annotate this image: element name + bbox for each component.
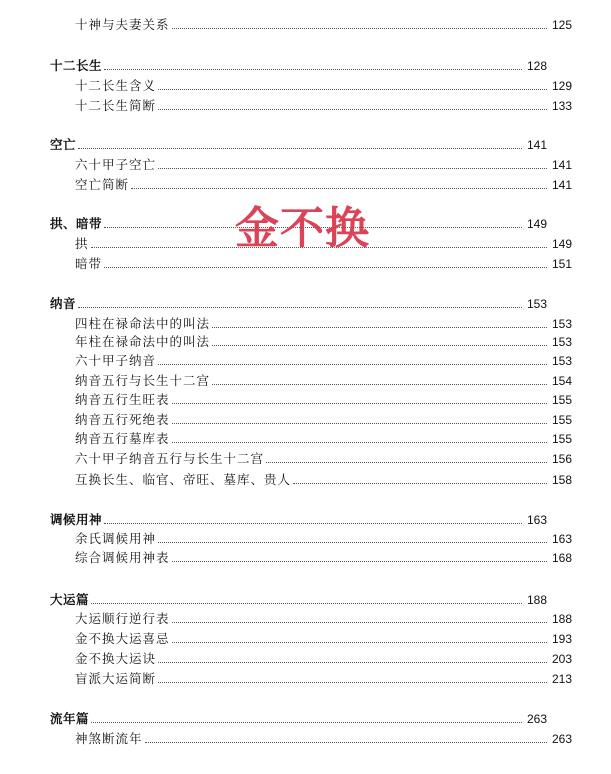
toc-entry-title: 年柱在禄命法中的叫法 xyxy=(75,334,211,349)
toc-page-number: 125 xyxy=(551,18,572,32)
toc-page-number: 153 xyxy=(551,317,572,331)
toc-entry-title: 纳音五行与长生十二宫 xyxy=(75,373,211,388)
toc-page-number: 149 xyxy=(526,217,547,231)
dot-leader xyxy=(266,461,547,463)
toc-page-number: 129 xyxy=(551,79,572,93)
toc-page-number: 188 xyxy=(551,612,572,626)
toc-entry-title: 互换长生、临官、帝旺、墓库、贵人 xyxy=(75,472,292,487)
toc-entry[interactable] xyxy=(0,154,611,172)
toc-entry-title: 大运顺行逆行表 xyxy=(75,611,170,626)
toc-entry-title: 纳音 xyxy=(50,296,77,311)
toc-page-number: 158 xyxy=(551,473,572,487)
dot-leader xyxy=(131,187,547,189)
toc-page-number: 188 xyxy=(526,593,547,607)
toc-entry-title: 拱、暗带 xyxy=(50,216,103,231)
watermark-stamp: 金不换 xyxy=(235,203,370,254)
toc-entry[interactable] xyxy=(0,313,611,331)
toc-entry[interactable] xyxy=(0,547,611,565)
dot-leader xyxy=(158,88,547,90)
toc-entry[interactable] xyxy=(0,389,611,407)
toc-entry[interactable] xyxy=(0,409,611,427)
dot-leader xyxy=(158,661,547,663)
toc-entry-title: 六十甲子纳音 xyxy=(75,353,157,368)
toc-page-number: 155 xyxy=(551,413,572,427)
toc-entry-title: 调候用神 xyxy=(50,512,103,527)
dot-leader xyxy=(104,522,522,524)
toc-entry-title: 暗带 xyxy=(75,256,103,271)
toc-section-heading[interactable] xyxy=(0,134,586,152)
dot-leader xyxy=(158,108,547,110)
toc-entry-title: 大运篇 xyxy=(50,592,90,607)
dot-leader xyxy=(212,383,547,385)
toc-entry-title: 纳音五行生旺表 xyxy=(75,392,170,407)
toc-entry-title: 四柱在禄命法中的叫法 xyxy=(75,316,211,331)
toc-page-number: 263 xyxy=(526,712,547,726)
toc-entry[interactable] xyxy=(0,174,611,192)
toc-entry-title: 六十甲子空亡 xyxy=(75,157,157,172)
dot-leader xyxy=(212,326,547,328)
toc-entry[interactable] xyxy=(0,95,611,113)
toc-section-heading[interactable] xyxy=(0,589,586,607)
toc-page-number: 141 xyxy=(551,178,572,192)
toc-page-number: 151 xyxy=(551,257,572,271)
toc-entry[interactable] xyxy=(0,648,611,666)
toc-section-heading[interactable] xyxy=(0,509,586,527)
toc-entry-title: 金不换大运喜忌 xyxy=(75,631,170,646)
toc-entry[interactable] xyxy=(0,14,611,32)
toc-page-number: 156 xyxy=(551,452,572,466)
dot-leader xyxy=(172,27,547,29)
toc-entry-title: 盲派大运简断 xyxy=(75,671,157,686)
toc-entry-title: 余氏调候用神 xyxy=(75,531,157,546)
toc-entry-title: 十神与夫妻关系 xyxy=(75,17,170,32)
dot-leader xyxy=(212,344,547,346)
toc-entry[interactable] xyxy=(0,668,611,686)
toc-entry-title: 十二长生简断 xyxy=(75,98,157,113)
dot-leader xyxy=(172,641,547,643)
toc-page-number: 163 xyxy=(551,532,572,546)
toc-page-number: 149 xyxy=(551,237,572,251)
toc-entry-title: 神煞断流年 xyxy=(75,731,143,746)
toc-entry[interactable] xyxy=(0,608,611,626)
toc-page-number: 263 xyxy=(551,732,572,746)
dot-leader xyxy=(104,68,522,70)
toc-entry-title: 拱 xyxy=(75,236,89,251)
toc-entry-title: 综合调候用神表 xyxy=(75,550,170,565)
toc-entry[interactable] xyxy=(0,469,611,487)
toc-entry[interactable] xyxy=(0,331,611,349)
toc-entry-title: 流年篇 xyxy=(50,711,90,726)
dot-leader xyxy=(293,482,547,484)
toc-entry[interactable] xyxy=(0,350,611,368)
dot-leader xyxy=(91,721,522,723)
dot-leader xyxy=(104,266,547,268)
toc-page-number: 153 xyxy=(551,354,572,368)
toc-page-number: 153 xyxy=(526,297,547,311)
dot-leader xyxy=(172,422,547,424)
toc-entry-title: 十二长生 xyxy=(50,58,103,73)
toc-page-number: 153 xyxy=(551,335,572,349)
toc-entry-title: 纳音五行墓库表 xyxy=(75,431,170,446)
toc-entry-title: 十二长生含义 xyxy=(75,78,157,93)
dot-leader xyxy=(172,560,547,562)
dot-leader xyxy=(158,681,547,683)
dot-leader xyxy=(172,621,547,623)
toc-entry-title: 金不换大运诀 xyxy=(75,651,157,666)
toc-page-number: 168 xyxy=(551,551,572,565)
toc-entry[interactable] xyxy=(0,448,611,466)
dot-leader xyxy=(78,306,522,308)
toc-entry[interactable] xyxy=(0,728,611,746)
toc-entry-title: 纳音五行死绝表 xyxy=(75,412,170,427)
dot-leader xyxy=(158,167,547,169)
toc-entry[interactable] xyxy=(0,428,611,446)
dot-leader xyxy=(158,363,547,365)
dot-leader xyxy=(158,541,547,543)
toc-entry-title: 空亡 xyxy=(50,137,77,152)
dot-leader xyxy=(172,441,547,443)
toc-section-heading[interactable] xyxy=(0,293,586,311)
toc-entry[interactable] xyxy=(0,75,611,93)
toc-section-heading[interactable] xyxy=(0,708,586,726)
toc-page-number: 163 xyxy=(526,513,547,527)
toc-page-number: 155 xyxy=(551,432,572,446)
toc-page-number: 213 xyxy=(551,672,572,686)
dot-leader xyxy=(145,741,547,743)
toc-section-heading[interactable] xyxy=(0,55,586,73)
toc-page-number: 155 xyxy=(551,393,572,407)
toc-page-number: 133 xyxy=(551,99,572,113)
toc-entry[interactable] xyxy=(0,628,611,646)
dot-leader xyxy=(172,402,547,404)
toc-page-number: 141 xyxy=(526,138,547,152)
toc-page-number: 141 xyxy=(551,158,572,172)
dot-leader xyxy=(78,147,522,149)
toc-page-number: 128 xyxy=(526,59,547,73)
toc-page-number: 193 xyxy=(551,632,572,646)
toc-entry[interactable] xyxy=(0,370,611,388)
toc-page-number: 203 xyxy=(551,652,572,666)
dot-leader xyxy=(91,602,522,604)
toc-entry[interactable] xyxy=(0,528,611,546)
toc-entry-title: 六十甲子纳音五行与长生十二宫 xyxy=(75,451,265,466)
toc-entry-title: 空亡简断 xyxy=(75,177,130,192)
toc-page-number: 154 xyxy=(551,374,572,388)
